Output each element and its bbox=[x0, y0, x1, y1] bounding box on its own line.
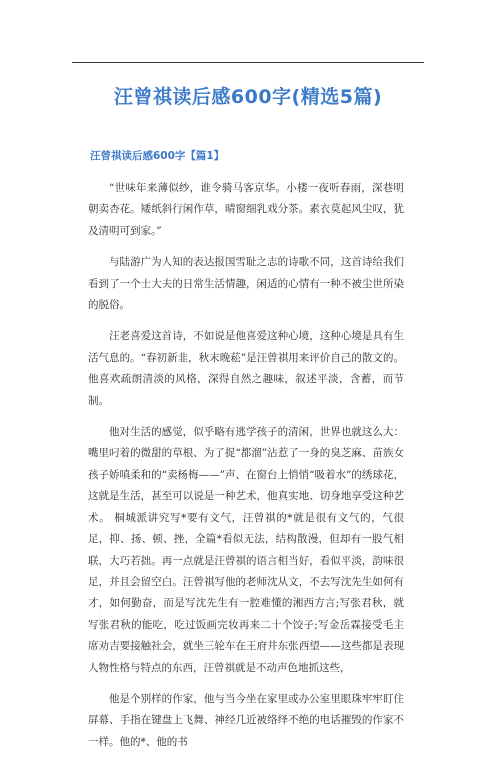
document-title: 汪曾祺读后感600字(精选5篇) bbox=[113, 86, 383, 108]
paragraph-poem: “世味年来薄似纱，谁令骑马客京华。小楼一夜听春雨，深巷明朝卖杏花。矮纸斜行闲作草，晴窗细乳戏分茶。素衣莫起风尘叹，犹及清明可到家。” bbox=[88, 182, 404, 237]
paragraph-life: 他对生活的感觉，似乎略有逃学孩子的清闲，世界也就这么大：嘴里叼着的微甜的草根、为了捉“都溜”沾惹了一身的臭芝麻、苗族女孩子娇嗔柔和的“卖杨梅——”声、在窗台上悄悄“吸着水”的绣球花，这就是生活，甚至可以说是一种艺术，他真实地、切身地享受这种艺术。 桐城派讲究写*要有文气，汪曾祺的*就是很有文气的，气很足，抑、扬、顿、挫，全篇*看似无法，结构散漫，但却有一股气相联，大巧若拙。再一点就是汪曾祺的语言相当好，看似平淡，韵味很足，并且会留空白。汪曾祺写他的老师沈从文，不去写沈先生如何有才，如何勤奋，而是写沈先生有一腔难懂的湘西方言;写张君秋，就写张君秋的能吃，吃过饭画完妆再来二十个饺子;写金岳霖接受毛主席劝吉要接触社会，就坐三轮车在王府井东张西望——这些都是表现人物性格与特点的东西，汪曾祺就是不动声色地抓这些， bbox=[88, 426, 404, 674]
section-heading: 汪曾祺读后感600字【篇1】 bbox=[90, 150, 225, 162]
paragraph-writer: 他是个别样的作家，他与当今坐在家里或办公室里眼珠牢牢盯住屏幕、手指在键盘上飞舞、神经几近被络绎不绝的电话摧毁的作家不一样。他的*、他的书 bbox=[88, 692, 404, 748]
paragraph-lu-you: 与陆游广为人知的表达报国雪耻之志的诗歌不同，这首诗给我们看到了一个士大夫的日常生活情趣，闲适的心情有一种不被尘世所染的脱俗。 bbox=[88, 256, 404, 312]
header-rule bbox=[72, 62, 424, 63]
document-body bbox=[88, 178, 404, 763]
paragraph-style: 汪老喜爱这首诗，不如说是他喜爱这种心境，这种心境是具有生活气息的。“春初新韭，秋末晚菘”是汪曾祺用来评价自己的散文的。他喜欢疏朗清淡的风格，深得自然之趣味，叙述平淡，含蓄，而节制。 bbox=[88, 330, 404, 407]
